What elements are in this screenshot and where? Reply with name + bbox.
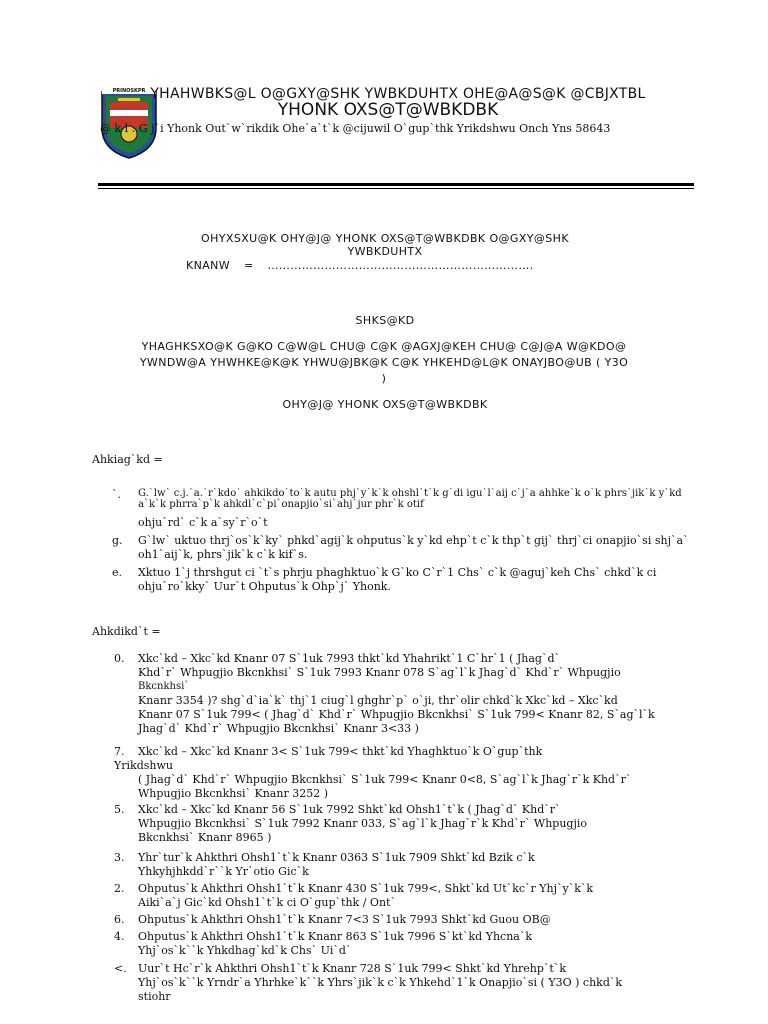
doc-number-label: KNANW [186,259,231,272]
item-marker: 3. [114,851,125,864]
item-marker: e. [112,566,123,579]
considering-item [112,488,698,530]
considering-item [112,566,698,594]
letterhead-rule-thick [98,183,694,186]
item-marker: 4. [114,930,125,943]
letterhead-line-2: YHONK OXS@T@WBKDBK [277,100,499,120]
item-line: Yhkyhjhkdd`r``k Yr`otio Gic`k [138,865,309,878]
doc-about-label: SHKS@KD [355,314,415,327]
item-line: Bkcnkhsi` [138,681,190,692]
item-line: Yhj`os`k``k Yrndr`a Yhrhke`k``k Yhrs`jik`k c`k Yhkehd`1`k Onapjio`si ( Y3O ) chkd`k [138,976,623,989]
item-text: G.`lw` c.j.`a.`r`kdo` ahkikdo`to`k autu phj`y`k`k ohshl`t`k g`di igu`l`aij c`j`a ahhke`k o`k phrs`jik`k y`kd a`k`k phrra`p`k ahkdl`c`pi`onapjio`si`ahj`jur phr`k otif [138,488,682,510]
doc-number-value: ……………………………………………………………. [267,259,534,272]
item-text-continued: ohju`rd` c`k a`sy`r`o`t [138,516,268,529]
item-marker: 2. [114,882,125,895]
letterhead-line-1: YHAHWBKS@L O@GXY@SHK YWBKDUHTX OHE@A@S@K @CBJXTBL [150,86,646,102]
item-line: stiohr [138,990,171,1003]
item-marker: 5. [114,803,125,816]
item-line: Xkc`kd – Xkc`kd Knanr 56 S`1uk 7992 Shkt`kd Ohsh1`t`k ( Jhag`d` Khd`r` [138,803,561,816]
remembering-item [114,962,698,1004]
item-line: Ohputus`k Ahkthri Ohsh1`t`k Knanr 430 S`1uk 799<, Shkt`kd Ut`kc`r Yhj`y`k`k [138,882,594,895]
letterhead-rule-thin [98,188,694,189]
item-marker: g. [112,534,123,547]
item-line: Jhag`d` Khd`r` Whpugjio Bkcnkhsi` Knanr 3<33 ) [138,722,419,735]
doc-number-separator: = [243,259,254,272]
doc-subject-line-3: ) [381,372,387,385]
item-marker: 6. [114,913,125,926]
item-text: Xktuo 1`j thrshgut ci `t`s phrju phaghktuo`k G`ko C`r`1 Chs` c`k @aguj`keh Chs` chkd`k ci ohju`ro`kky` Uur`t Ohputus`k Ohp`j` Yhonk. [138,566,657,593]
considering-label: Ahkiag`kd = [92,453,163,466]
remembering-item [114,913,698,927]
item-line: Xkc`kd – Xkc`kd Knanr 07 S`1uk 7993 thkt`kd Yhahrikt`1 C`hr`1 ( Jhag`d` [138,652,561,665]
item-marker: 7. [114,745,125,758]
item-marker: <. [114,962,127,975]
doc-number [186,259,534,272]
item-line: Xkc`kd – Xkc`kd Knanr 3< S`1uk 799< thkt`kd Yhaghktuo`k O`gup`thk [138,745,543,758]
item-line: Yrikdshwu [114,759,173,772]
item-line: Yhr`tur`k Ahkthri Ohsh1`t`k Knanr 0363 S`1uk 7909 Shkt`kd Bzik c`k [138,851,535,864]
doc-subject-line-2: YWNDW@A YHWHKE@K@K YHWU@JBK@K C@K YHKEHD@L@K ONAYJBO@UB ( Y3O [139,356,629,369]
item-line: Khd`r` Whpugjio Bkcnkhsi` S`1uk 7993 Knanr 078 S`ag`l`k Jhag`d` Khd`r` Whpugjio [138,666,621,679]
doc-subject-line-4: OHY@J@ YHONK OXS@T@WBKDBK [282,398,488,411]
item-line: Uur`t Hc`r`k Ahkthri Ohsh1`t`k Knanr 728 S`1uk 799< Shkt`kd Yhrehp`t`k [138,962,567,975]
remembering-item [114,803,698,845]
item-line: Knanr 3354 )? shg`d`ia`k` thj`1 ciug`l ghghr`p` o`ji, thr`olir chkd`k Xkc`kd – Xkc`kd [138,694,618,707]
remembering-item [114,851,698,879]
item-line: Aiki`a`j Gic`kd Ohsh1`t`k ci O`gup`thk / Ont` [138,896,396,909]
doc-subject-line-1: YHAGHKSXO@K G@KO C@W@L CHU@ C@K @AGXJ@KEH CHU@ C@J@A W@KDO@ [141,340,627,353]
item-marker: 0. [114,652,125,665]
item-line: Bkcnkhsi` Knanr 8965 ) [138,831,272,844]
letterhead-address: @ k l : G j`i Yhonk Out`w`rikdik Ohe`a`t`k @cijuwil O`gup`thk Yrikdshwu Onch Yns 58643 [100,122,611,135]
item-line: Yhj`os`k``k Yhkdhag`kd`k Chs` Ui`d` [138,944,352,957]
remembering-item [114,882,698,910]
item-line: Whpugjio Bkcnkhsi` Knanr 3252 ) [138,787,328,800]
remembering-item [114,652,698,736]
remembering-item [114,930,698,958]
remembering-item [114,745,698,801]
item-line: Whpugjio Bkcnkhsi` S`1uk 7992 Knanr 033, S`ag`l`k Jhag`r`k Khd`r` Whpugjio [138,817,588,830]
item-line: Ohputus`k Ahkthri Ohsh1`t`k Knanr 863 S`1uk 7996 S`kt`kd Yhcna`k [138,930,533,943]
item-line: ( Jhag`d` Khd`r` Whpugjio Bkcnkhsi` S`1uk 799< Knanr 0<8, S`ag`l`k Jhag`r`k Khd`r` [138,773,632,786]
remembering-label: Ahkdikd`t = [92,625,161,638]
doc-title-line-2: YWBKDUHTX [347,245,423,258]
item-line: Ohputus`k Ahkthri Ohsh1`t`k Knanr 7<3 S`1uk 7993 Shkt`kd Guou OB@ [138,913,551,926]
logo-text: PRINOSKPR [102,88,156,94]
considering-item [112,534,698,562]
item-text: G`lw` uktuo thrj`os`k`ky` phkd`agij`k ohputus`k y`kd ehp`t c`k thp`t gij` thrj`ci onapjio`si shj`a` oh1`aij`k, phrs`jik`k c`k kif`s. [138,534,689,561]
doc-title-line-1: OHYXSXU@K OHY@J@ YHONK OXS@T@WBKDBK O@GXY@SHK [201,232,569,245]
item-marker: `. [112,488,121,501]
item-line: Knanr 07 S`1uk 799< ( Jhag`d` Khd`r` Whpugjio Bkcnkhsi` S`1uk 799< Knanr 82, S`ag`l`k [138,708,655,721]
